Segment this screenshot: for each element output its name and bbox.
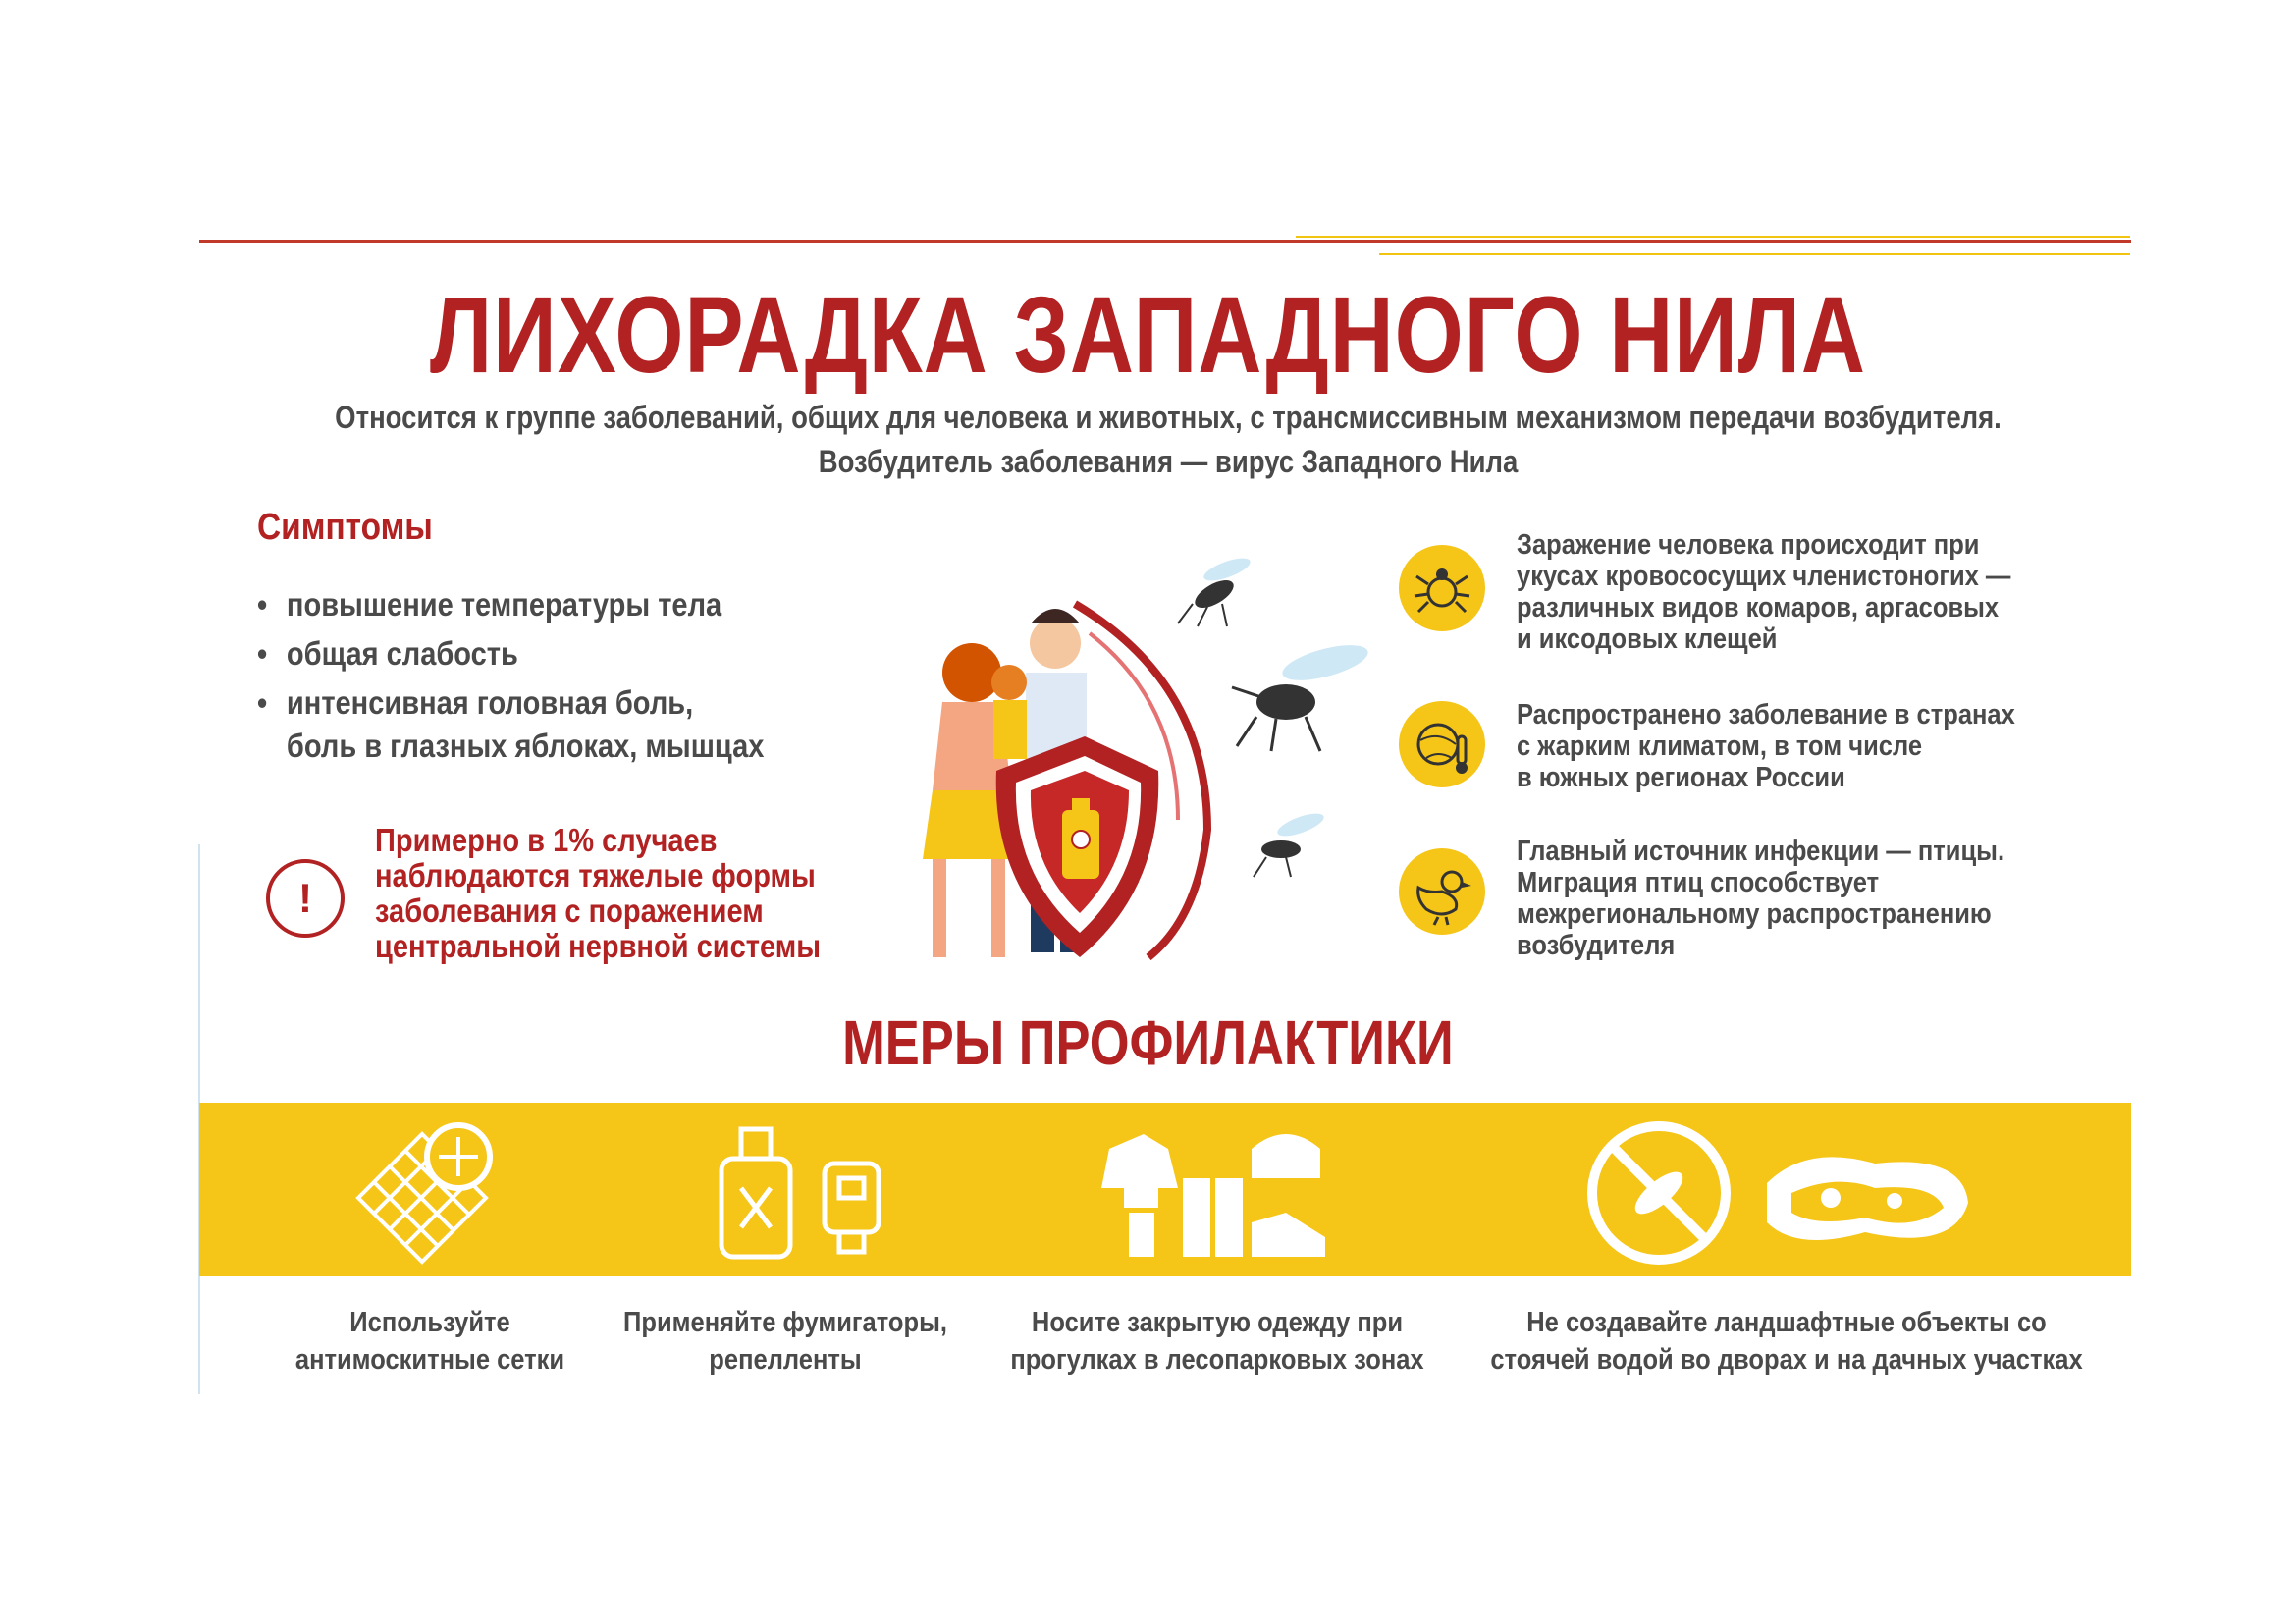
mosquito-icon bbox=[1227, 628, 1384, 756]
fact-line: Заражение человека происходит при bbox=[1517, 529, 1980, 561]
warning-icon: ! bbox=[266, 859, 345, 938]
fact-line: Миграция птиц способствует bbox=[1517, 867, 1880, 898]
caption-line: прогулках в лесопарковых зонах bbox=[1010, 1344, 1424, 1376]
fact-line: межрегиональному распространению bbox=[1517, 898, 1992, 930]
warning-text bbox=[375, 823, 825, 964]
measure-caption bbox=[1484, 1304, 2089, 1379]
mosquito-icon bbox=[1242, 800, 1335, 879]
measure-caption bbox=[595, 1304, 975, 1379]
no-standing-water-icon bbox=[1580, 1114, 1993, 1272]
mosquito-icon bbox=[1173, 550, 1261, 628]
caption-line: Носите закрытую одежду при bbox=[1031, 1307, 1404, 1338]
symptoms-heading: Симптомы bbox=[257, 507, 433, 548]
symptoms-list bbox=[257, 583, 764, 774]
fact-line: Главный источник инфекции — птицы. bbox=[1517, 836, 2005, 867]
warning-line: Примерно в 1% случаев bbox=[375, 822, 718, 858]
fact-text bbox=[1517, 699, 2053, 793]
caption-line: стоячей водой во дворах и на дачных участках bbox=[1490, 1344, 2083, 1376]
closed-clothing-icon bbox=[1090, 1119, 1345, 1267]
fact-line: укусах кровососущих членистоногих — bbox=[1517, 561, 2011, 592]
subtitle-line-1: Относится к группе заболеваний, общих для человека и животных, с трансмиссивным механизмом передачи возбудителя. bbox=[335, 400, 2002, 435]
fact-line: и иксодовых клещей bbox=[1517, 623, 1778, 655]
fact-line: возбудителя bbox=[1517, 930, 1676, 961]
bird-icon bbox=[1399, 848, 1485, 935]
family-shield-illustration bbox=[883, 535, 1394, 977]
warning-line: заболевания с поражением bbox=[375, 893, 764, 929]
measure-caption bbox=[257, 1304, 603, 1379]
measures-heading: МЕРЫ ПРОФИЛАКТИКИ bbox=[842, 1007, 1454, 1078]
measure-caption bbox=[1010, 1304, 1424, 1379]
repellent-fumigator-icon bbox=[702, 1119, 898, 1267]
top-divider bbox=[199, 240, 2131, 243]
fact-text bbox=[1517, 529, 2053, 655]
top-accent-line bbox=[1296, 236, 2130, 238]
caption-line: Применяйте фумигаторы, bbox=[623, 1307, 947, 1338]
page-title: ЛИХОРАДКА ЗАПАДНОГО НИЛА bbox=[429, 275, 1866, 396]
globe-thermometer-icon bbox=[1399, 701, 1485, 787]
caption-line: антимоскитные сетки bbox=[294, 1344, 565, 1376]
warning-line: центральной нервной системы bbox=[375, 928, 822, 964]
warning-line: наблюдаются тяжелые формы bbox=[375, 857, 816, 893]
fact-text bbox=[1517, 836, 2053, 961]
symptom-item: • общая слабость bbox=[257, 632, 764, 676]
top-accent-line-2 bbox=[1379, 253, 2130, 255]
caption-line: репелленты bbox=[709, 1344, 862, 1376]
fact-line: Распространено заболевание в странах bbox=[1517, 699, 2015, 731]
subtitle-line-2: Возбудитель заболевания — вирус Западного Нила bbox=[818, 444, 1519, 479]
symptom-item-continued: боль в глазных яблоках, мышцах bbox=[286, 728, 765, 764]
mosquito-net-icon bbox=[348, 1119, 506, 1267]
fact-line: с жарким климатом, в том числе bbox=[1517, 731, 1923, 762]
tick-icon bbox=[1399, 545, 1485, 631]
symptom-item: • повышение температуры тела bbox=[257, 583, 764, 626]
symptom-item: • интенсивная головная боль, bbox=[257, 681, 764, 725]
fact-line: в южных регионах России bbox=[1517, 762, 1845, 793]
fact-line: различных видов комаров, аргасовых bbox=[1517, 592, 2000, 623]
caption-line: Используйте bbox=[349, 1307, 510, 1338]
caption-line: Не создавайте ландшафтные объекты со bbox=[1526, 1307, 2047, 1338]
